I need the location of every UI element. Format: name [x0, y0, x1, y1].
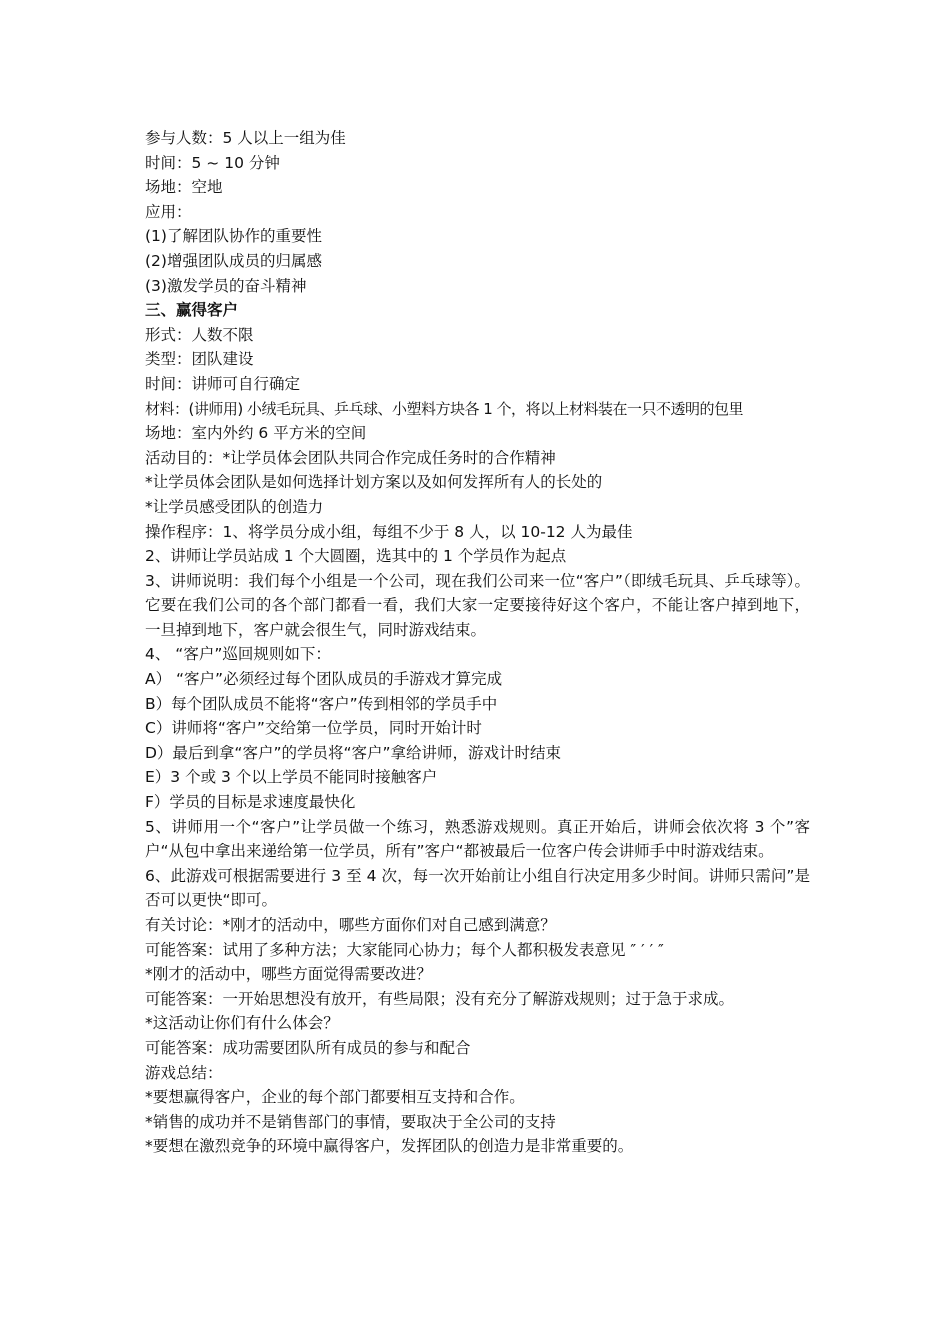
text-line: 可能答案：成功需要团队所有成员的参与和配合 [145, 1038, 471, 1057]
text-line: 2、讲师让学员站成 1 个大圆圈，选其中的 1 个学员作为起点 [145, 547, 567, 566]
text-line: E）3 个或 3 个以上学员不能同时接触客户 [145, 768, 438, 787]
text-line: (3)激发学员的奋斗精神 [145, 276, 307, 295]
text-line: (1)了解团队协作的重要性 [145, 227, 322, 246]
text-line: A） “客户”必须经过每个团队成员的手游戏才算完成 [145, 670, 503, 689]
text-paragraph: 5、讲师用一个“客户”让学员做一个练习，熟悉游戏规则。真正开始后，讲师会依次将 3 个”客户“从包中拿出来递给第一位学员，所有”客户“都被最后一位客户传会讲师手中时游戏结束。 [145, 817, 810, 861]
text-paragraph: 3、讲师说明：我们每个小组是一个公司，现在我们公司来一位“客户”（即绒毛玩具、乒乓球等）。它要在我们公司的各个部门都看一看，我们大家一定要接待好这个客户，不能让客户掉到地下，一旦掉到地下，客户就会很生气，同时游戏结束。 [145, 571, 810, 639]
text-line: 活动目的：*让学员体会团队共同合作完成任务时的合作精神 [145, 448, 556, 467]
text-line: 应用： [145, 202, 192, 221]
text-line: 场地：室内外约 6 平方米的空间 [145, 424, 367, 443]
text-paragraph: 6、此游戏可根据需要进行 3 至 4 次，每一次开始前让小组自行决定用多少时间。讲师只需问”是否可以更快“即可。 [145, 866, 810, 910]
text-line: 可能答案：一开始思想没有放开，有些局限；没有充分了解游戏规则；过于急于求成。 [145, 989, 735, 1008]
text-line: 可能答案：试用了多种方法；大家能同心协力；每个人都积极发表意见 ″ ′ ′ ″ [145, 940, 664, 959]
text-line: C）讲师将“客户”交给第一位学员，同时开始计时 [145, 719, 482, 738]
text-line: 4、 “客户”巡回规则如下： [145, 645, 331, 664]
text-line: B）每个团队成员不能将“客户”传到相邻的学员手中 [145, 694, 498, 713]
text-line: 有关讨论：*刚才的活动中，哪些方面你们对自己感到满意？ [145, 916, 556, 934]
text-line: 类型：团队建设 [145, 350, 254, 369]
section-heading: 三、赢得客户 [145, 301, 239, 320]
text-line: 时间：讲师可自行确定 [145, 374, 301, 393]
text-line: 参与人数：5 人以上一组为佳 [145, 129, 346, 147]
text-line: *让学员体会团队是如何选择计划方案以及如何发挥所有人的长处的 [145, 473, 603, 492]
text-line: 形式：人数不限 [145, 325, 254, 344]
text-line: 场地：空地 [145, 178, 223, 197]
text-line: 操作程序：1、将学员分成小组，每组不少于 8 人，以 10-12 人为最佳 [145, 522, 633, 541]
text-line: *这活动让你们有什么体会？ [145, 1014, 339, 1033]
text-line: F）学员的目标是求速度最快化 [145, 793, 356, 812]
text-line: (2)增强团队成员的归属感 [145, 251, 322, 270]
text-line: *销售的成功并不是销售部门的事情，要取决于全公司的支持 [145, 1112, 556, 1131]
text-line: 材料：(讲师用) 小绒毛玩具、乒乓球、小塑料方块各 1 个，将以上材料装在一只不透明的包里 [145, 399, 744, 418]
text-line: D）最后到拿“客户”的学员将“客户”拿给讲师，游戏计时结束 [145, 743, 562, 762]
text-line: *刚才的活动中，哪些方面觉得需要改进？ [145, 965, 432, 984]
text-line: *要想赢得客户，企业的每个部门都要相互支持和合作。 [145, 1088, 525, 1107]
text-line: 时间：5 ~ 10 分钟 [145, 153, 280, 172]
text-line: *要想在激烈竞争的环境中赢得客户，发挥团队的创造力是非常重要的。 [145, 1137, 634, 1156]
document-body [145, 126, 810, 1159]
text-line: 游戏总结： [145, 1063, 223, 1082]
text-line: *让学员感受团队的创造力 [145, 497, 324, 516]
